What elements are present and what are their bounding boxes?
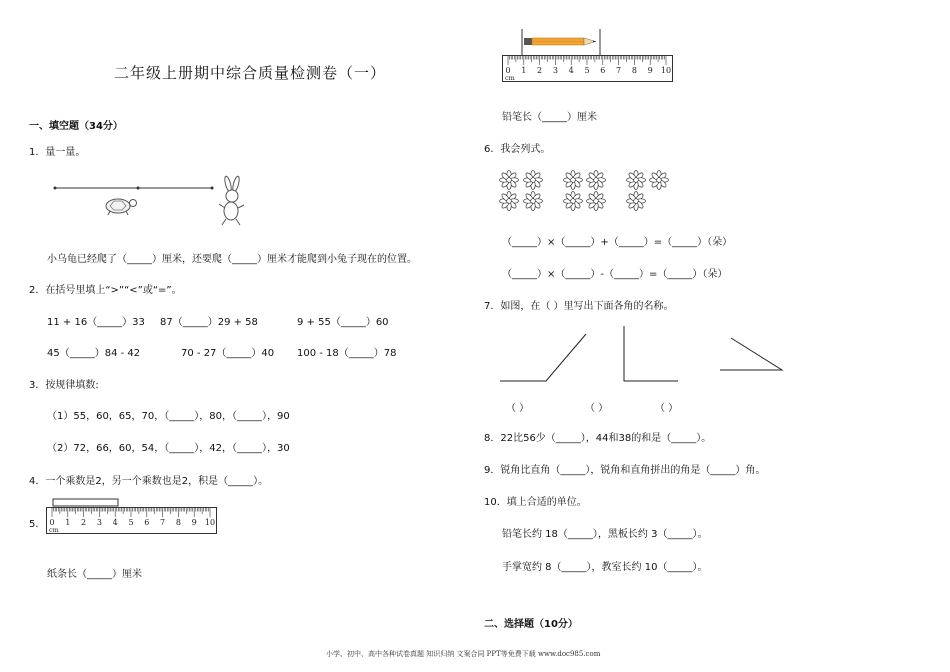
pencil-figure	[520, 29, 602, 55]
ruler-number: 7	[160, 518, 166, 527]
ruler-number: 5	[128, 518, 134, 527]
q6-label: 6．我会列式。	[484, 144, 551, 155]
turtle-icon	[106, 199, 137, 215]
rabbit-icon	[219, 176, 244, 225]
ruler-number: 3	[552, 66, 558, 75]
q2-item: 45（_____）84 - 42	[47, 348, 141, 359]
section1-heading: 一、填空题（34分）	[29, 121, 123, 132]
q2-item: 100 - 18（_____）78	[297, 348, 397, 359]
pencil-icon	[524, 38, 596, 45]
flower-icon	[587, 171, 606, 190]
q2-item: 87（_____）29 + 58	[160, 317, 258, 328]
q8-text: 8．22比56少（_____），44和38的和是（_____）。	[484, 433, 712, 444]
ruler-number: 10	[204, 518, 216, 527]
flower-icon	[650, 171, 669, 190]
q6-eq2: （_____）×（_____）-（_____）=（_____）（朵）	[502, 269, 728, 280]
flower-icon	[587, 192, 606, 211]
ruler-number: 3	[96, 518, 102, 527]
ruler-number: 7	[616, 66, 622, 75]
ruler-number: 0	[49, 518, 55, 527]
flower-icon	[500, 192, 519, 211]
ruler-number: 5	[584, 66, 590, 75]
ruler-unit: cm	[49, 526, 59, 534]
obtuse-angle	[500, 334, 586, 381]
flower-icon	[627, 192, 646, 211]
q10-line2: 手掌宽约 8（_____），教室长约 10（_____）。	[502, 562, 708, 573]
mid-dot	[137, 187, 140, 190]
footer-text: 小学、初中、高中各种试卷真题 知识归纳 文案合同 PPT等免费下载 www.doc985.com	[326, 650, 601, 658]
section2-heading: 二、选择题（10分）	[484, 619, 578, 630]
pencil-answer: 铅笔长（_____）厘米	[502, 112, 597, 123]
flower-icon	[564, 171, 583, 190]
q10-line1: 铅笔长约 18（_____），黑板长约 3（_____）。	[502, 529, 708, 540]
flower-icon	[627, 171, 646, 190]
q5-label: 5．	[29, 519, 46, 530]
q9-text: 9．锐角比直角（_____），锐角和直角拼出的角是（_____）角。	[484, 465, 766, 476]
ruler-number: 6	[600, 66, 606, 75]
q10-label: 10．填上合适的单位。	[484, 497, 587, 508]
turtle-rabbit-figure	[50, 176, 250, 231]
right-angle	[624, 326, 678, 381]
page-title: 二年级上册期中综合质量检测卷（一）	[114, 64, 387, 82]
angles-figure	[498, 326, 798, 386]
q2-label: 2．在括号里填上“>”“<”或“=”。	[29, 285, 182, 296]
ruler-number: 1	[521, 66, 527, 75]
q1-text: 小乌龟已经爬了（_____）厘米，还要爬（_____）厘米才能爬到小兔子现在的位置。	[47, 254, 417, 265]
ruler-number: 6	[144, 518, 150, 527]
ruler-number: 9	[647, 66, 653, 75]
q4-text: 4．一个乘数是2，另一个乘数也是2，积是（_____）。	[29, 476, 269, 487]
ruler-left	[46, 507, 218, 535]
ruler-number: 2	[537, 66, 543, 75]
q2-item: 70 - 27（_____）40	[181, 348, 275, 359]
ruler-number: 4	[112, 518, 118, 527]
ruler-number: 4	[568, 66, 574, 75]
q7-blank-2: （ ）	[585, 403, 609, 414]
flower-icon	[564, 192, 583, 211]
ruler-unit: cm	[505, 74, 515, 82]
flower-icon	[524, 192, 543, 211]
q7-blank-3: （ ）	[655, 403, 679, 414]
ruler-number: 0	[505, 66, 511, 75]
q3-label: 3．按规律填数:	[29, 380, 99, 391]
q2-item: 9 + 55（_____）60	[297, 317, 389, 328]
q1-label: 1．量一量。	[29, 147, 86, 158]
q5-answer: 纸条长（_____）厘米	[47, 569, 142, 580]
ruler-right	[502, 55, 674, 83]
q7-blank-1: （ ）	[506, 403, 530, 414]
ruler-number: 10	[660, 66, 672, 75]
ruler-number: 9	[191, 518, 197, 527]
paper-strip	[53, 499, 119, 507]
q3-line1: （1）55，60，65，70，（_____），80，（_____），90	[47, 411, 290, 422]
ruler-number: 8	[631, 66, 637, 75]
ruler-number: 8	[175, 518, 181, 527]
ruler-number: 1	[65, 518, 71, 527]
start-dot	[54, 187, 57, 190]
ruler-number: 2	[81, 518, 87, 527]
end-dot	[211, 187, 214, 190]
acute-angle	[720, 338, 782, 370]
q6-eq1: （_____）×（_____）+（_____）=（_____）（朵）	[502, 237, 733, 248]
q3-line2: （2）72，66，60，54，（_____），42，（_____），30	[47, 443, 290, 454]
q7-label: 7．如图，在（ ）里写出下面各角的名称。	[484, 301, 674, 312]
flower-icon	[500, 171, 519, 190]
q2-item: 11 + 16（_____）33	[47, 317, 145, 328]
flower-icon	[524, 171, 543, 190]
flower-groups	[497, 168, 677, 213]
